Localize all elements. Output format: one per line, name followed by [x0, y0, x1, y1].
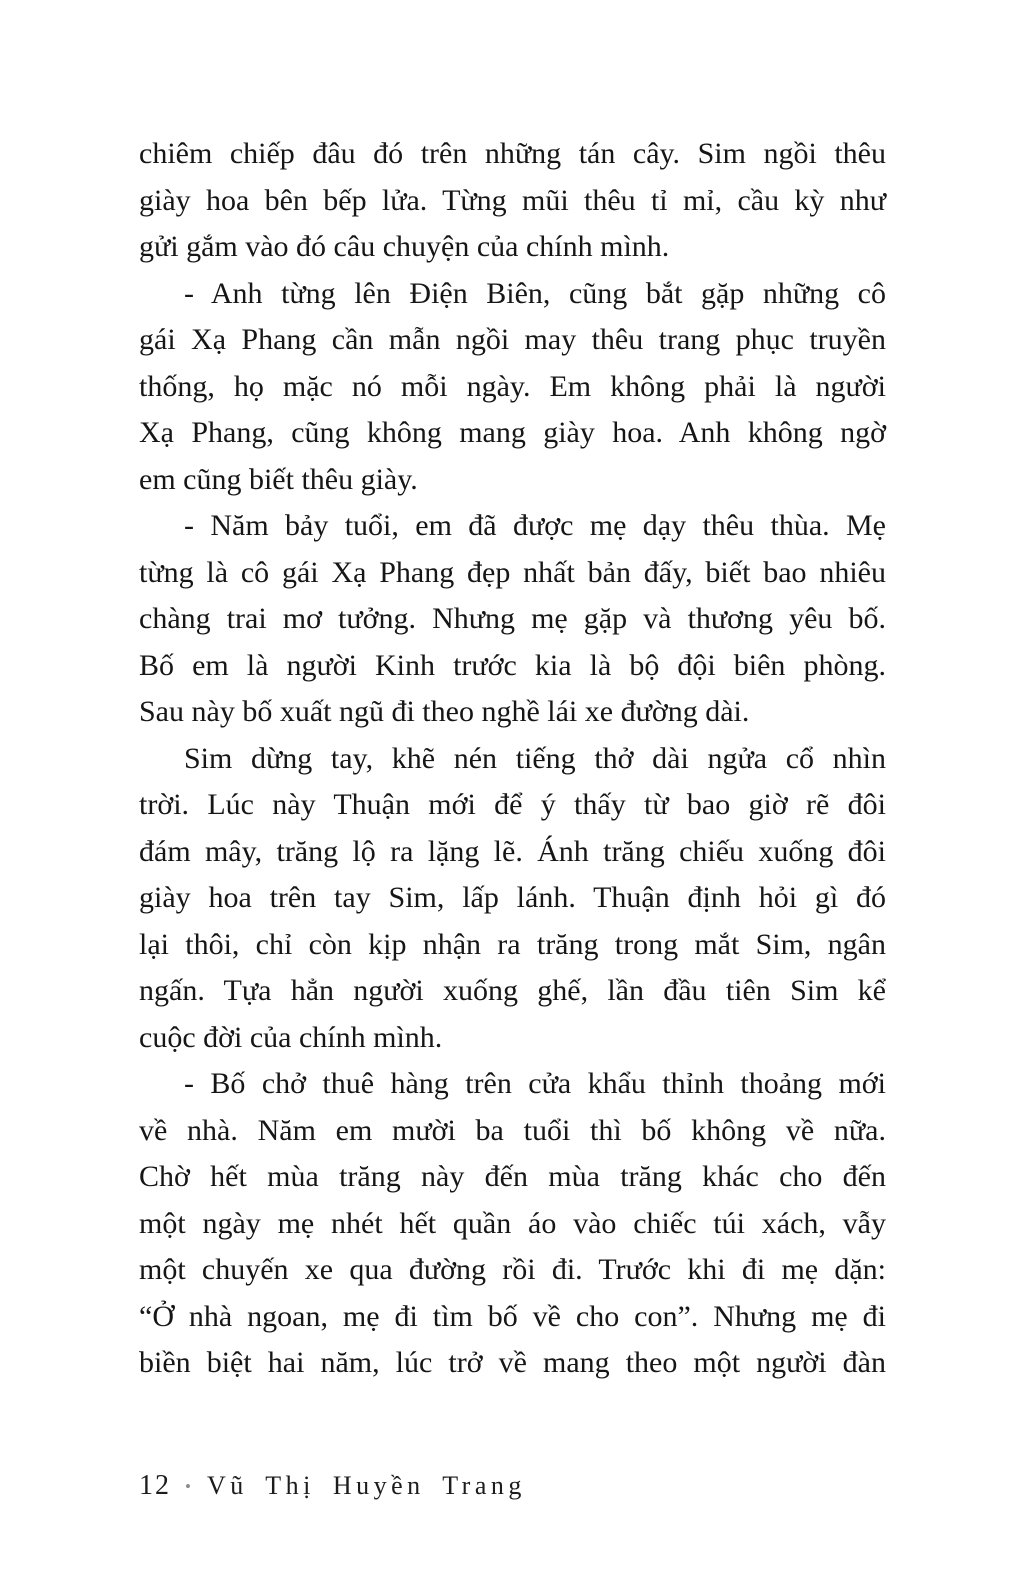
text-line: - Anh từng lên Điện Biên, cũng bắt gặp những cô	[184, 276, 886, 310]
text-line: đám mây, trăng lộ ra lặng lẽ. Ánh trăng chiếu xuống đôi	[139, 834, 886, 868]
page-number: 12	[139, 1470, 171, 1501]
text-line: - Năm bảy tuổi, em đã được mẹ dạy thêu thùa. Mẹ	[184, 509, 886, 542]
paragraph	[139, 131, 886, 271]
text-line: lại thôi, chỉ còn kịp nhận ra trăng trong mắt Sim, ngân	[139, 927, 886, 961]
text-line: em cũng biết thêu giày.	[139, 462, 418, 496]
text-line: “Ở nhà ngoan, mẹ đi tìm bố về cho con”. Nhưng mẹ đi	[139, 1299, 886, 1333]
text-line: chàng trai mơ tưởng. Nhưng mẹ gặp và thương yêu bố.	[139, 602, 886, 635]
text-line: Chờ hết mùa trăng này đến mùa trăng khác cho đến	[139, 1160, 886, 1193]
text-line: một ngày mẹ nhét hết quần áo vào chiếc túi xách, vẫy	[139, 1206, 886, 1240]
text-line: trời. Lúc này Thuận mới để ý thấy từ bao giờ rẽ đôi	[139, 788, 886, 821]
text-line: biền biệt hai năm, lúc trở về mang theo một người đàn	[139, 1346, 886, 1379]
text-line: giày hoa bên bếp lửa. Từng mũi thêu tỉ mỉ, cầu kỳ như	[139, 183, 886, 217]
text-line: về nhà. Năm em mười ba tuổi thì bố không về nữa.	[139, 1113, 886, 1147]
text-line: thống, họ mặc nó mỗi ngày. Em không phải là người	[139, 369, 886, 403]
text-line: Sim dừng tay, khẽ nén tiếng thở dài ngửa cổ nhìn	[184, 741, 886, 775]
text-line: Sau này bố xuất ngũ đi theo nghề lái xe đường dài.	[139, 695, 750, 728]
paragraph	[139, 503, 886, 736]
paragraph	[139, 1061, 886, 1387]
page-footer	[139, 1470, 526, 1502]
footer-bullet-icon: •	[185, 1476, 191, 1496]
text-line: một chuyến xe qua đường rồi đi. Trước khi đi mẹ dặn:	[139, 1253, 886, 1286]
text-line: cuộc đời của chính mình.	[139, 1020, 443, 1054]
paragraph	[139, 736, 886, 1062]
text-line: Xạ Phang, cũng không mang giày hoa. Anh không ngờ	[139, 416, 886, 449]
text-line: Bố em là người Kinh trước kia là bộ đội biên phòng.	[139, 648, 886, 682]
author-name: Vũ Thị Huyền Trang	[206, 1471, 526, 1500]
text-line: gái Xạ Phang cần mẫn ngồi may thêu trang phục truyền	[139, 323, 886, 356]
text-line: ngấn. Tựa hẳn người xuống ghế, lần đầu tiên Sim kể	[139, 974, 886, 1007]
text-line: - Bố chở thuê hàng trên cửa khẩu thỉnh thoảng mới	[184, 1067, 886, 1100]
text-line: giày hoa trên tay Sim, lấp lánh. Thuận định hỏi gì đó	[139, 881, 886, 914]
text-line: gửi gắm vào đó câu chuyện của chính mình.	[139, 230, 670, 263]
paragraph	[139, 271, 886, 504]
body-text	[139, 131, 886, 1387]
text-line: chiêm chiếp đâu đó trên những tán cây. Sim ngồi thêu	[139, 137, 886, 170]
text-line: từng là cô gái Xạ Phang đẹp nhất bản đấy, biết bao nhiêu	[139, 555, 886, 589]
